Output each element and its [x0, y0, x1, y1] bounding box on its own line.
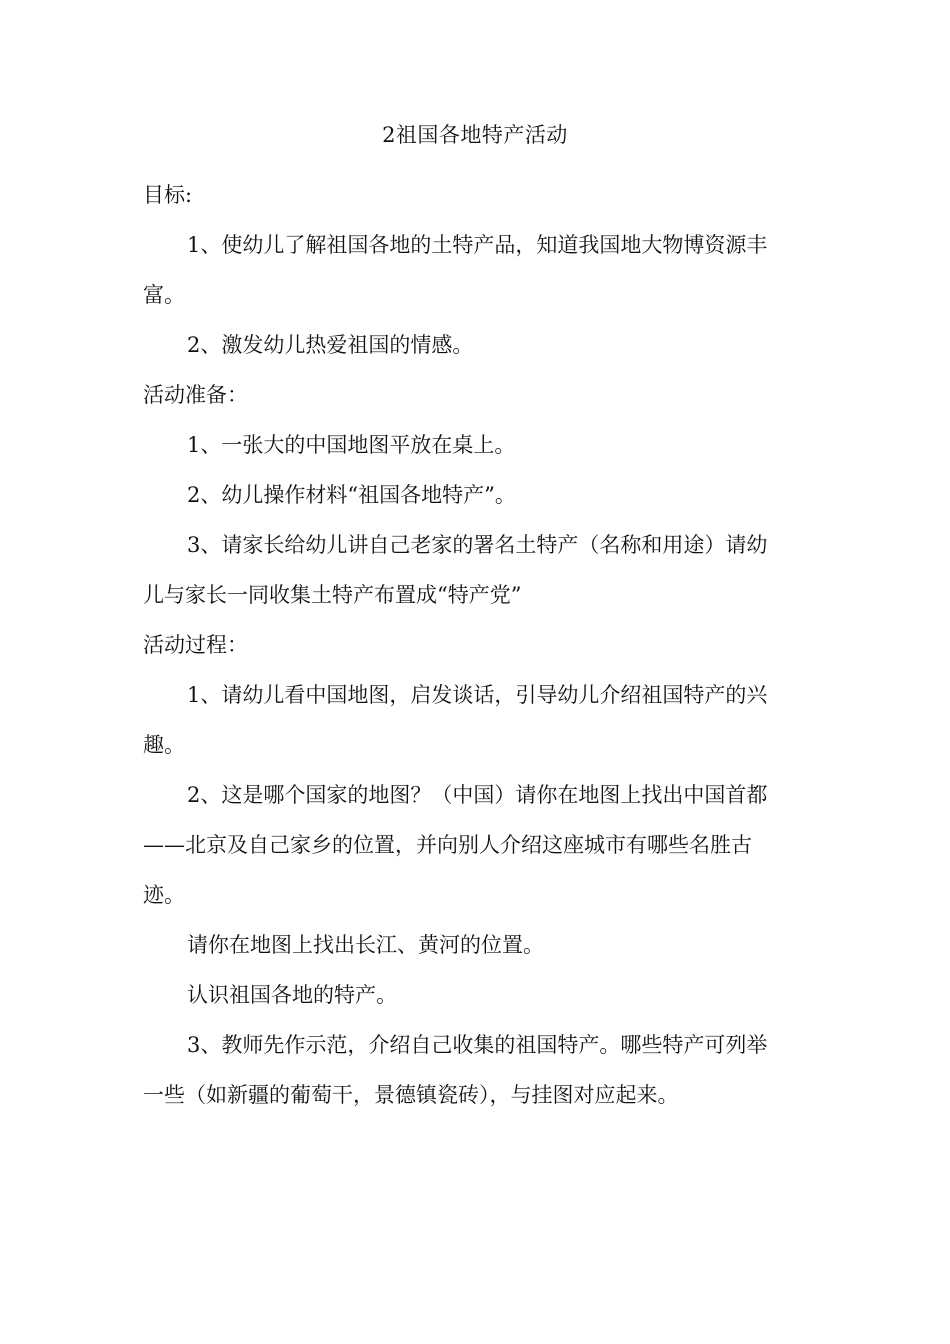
paragraph-line: ——北京及自己家乡的位置，并向别人介绍这座城市有哪些名胜古	[143, 833, 752, 857]
section-heading-process: 活动过程：	[143, 633, 248, 657]
section-heading-preparation: 活动准备：	[143, 383, 248, 407]
section-heading-goals: 目标:	[143, 183, 193, 207]
paragraph-line: 3、请家长给幼儿讲自己老家的署名土特产（名称和用途）请幼	[187, 533, 768, 557]
paragraph-line: 2、激发幼儿热爱祖国的情感。	[187, 333, 474, 357]
paragraph-line: 1、一张大的中国地图平放在桌上。	[187, 433, 516, 457]
document-body	[143, 170, 803, 1120]
paragraph-line: 迹。	[143, 883, 185, 907]
document-title: 2祖国各地特产活动	[382, 123, 568, 147]
paragraph-line: 1、使幼儿了解祖国各地的土特产品，知道我国地大物博资源丰	[187, 233, 768, 257]
paragraph-line: 富。	[143, 283, 185, 307]
paragraph-line: 2、这是哪个国家的地图？（中国）请你在地图上找出中国首都	[187, 783, 768, 807]
paragraph-line: 趣。	[143, 733, 185, 757]
paragraph-line: 一些（如新疆的葡萄干，景德镇瓷砖），与挂图对应起来。	[143, 1083, 679, 1107]
paragraph-line: 1、请幼儿看中国地图，启发谈话，引导幼儿介绍祖国特产的兴	[187, 683, 768, 707]
paragraph-line: 认识祖国各地的特产。	[187, 983, 397, 1007]
paragraph-line: 儿与家长一同收集土特产布置成“特产党”	[143, 583, 522, 607]
paragraph-line: 2、幼儿操作材料“祖国各地特产”。	[187, 483, 516, 507]
paragraph-line: 3、教师先作示范，介绍自己收集的祖国特产。哪些特产可列举	[187, 1033, 768, 1057]
paragraph-line: 请你在地图上找出长江、黄河的位置。	[187, 933, 544, 957]
